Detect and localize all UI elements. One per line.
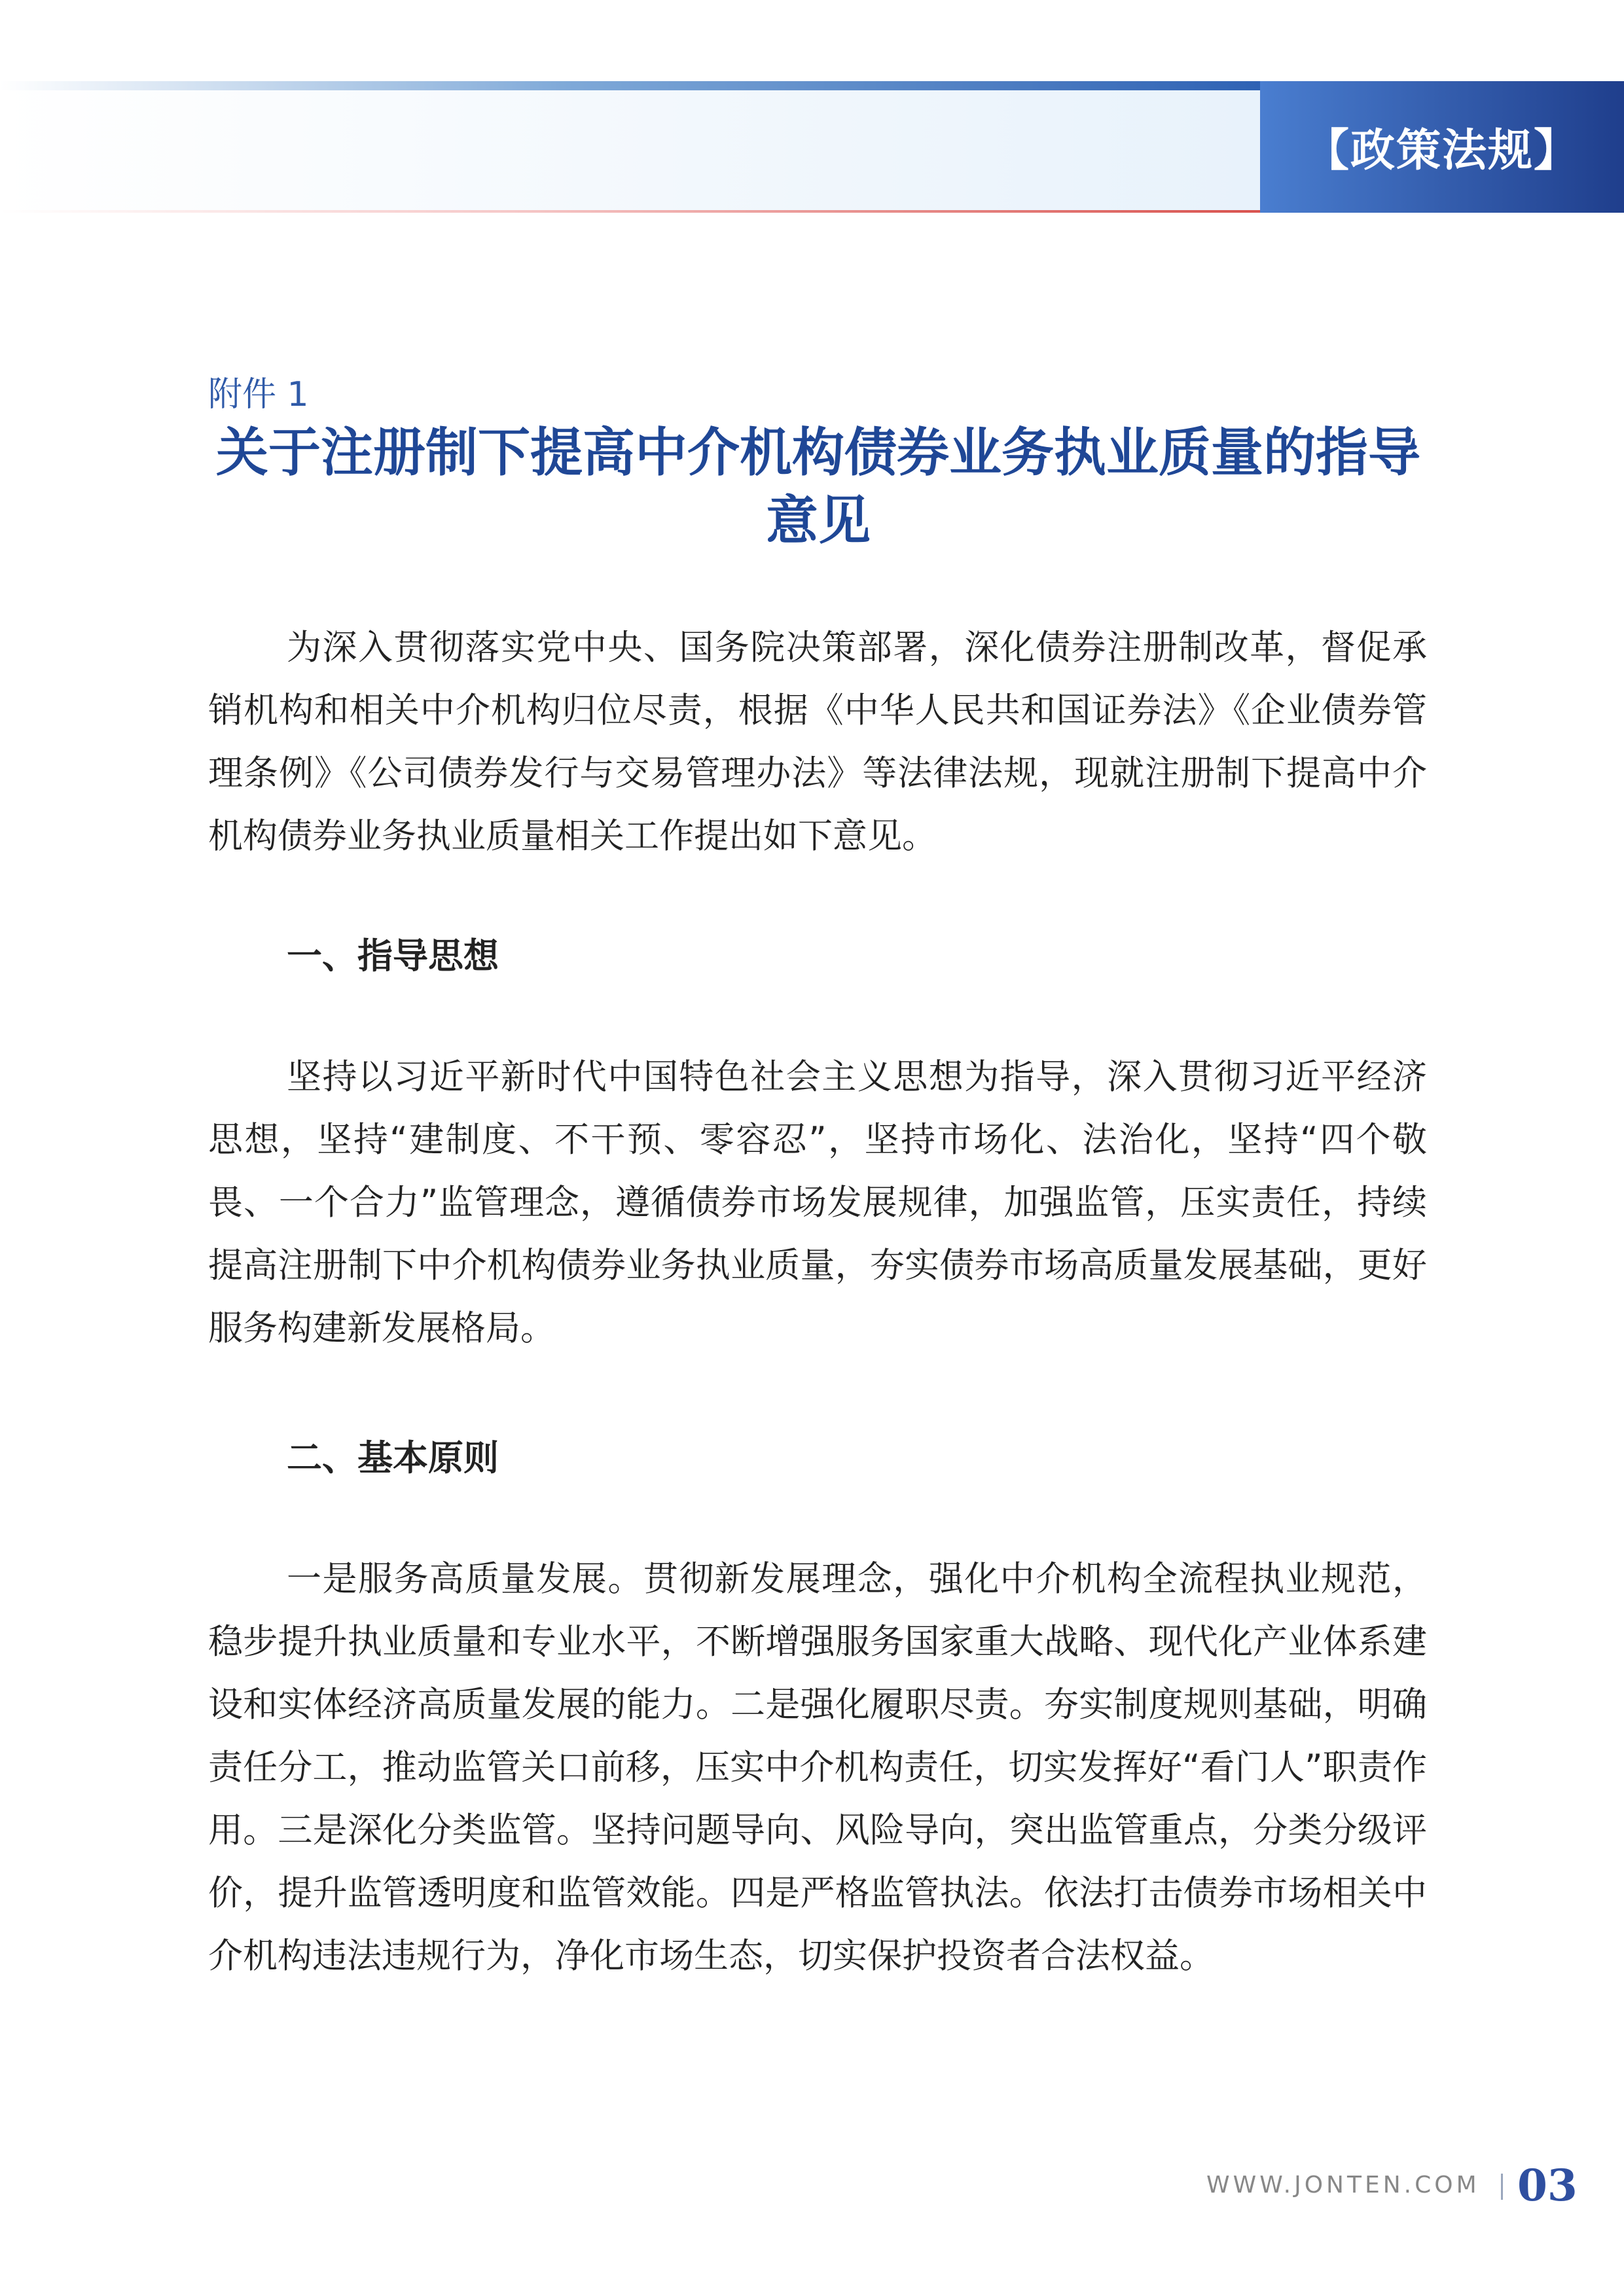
header-band <box>0 85 1260 211</box>
section-label: 【政策法规】 <box>1304 124 1579 177</box>
intro-paragraph: 为深入贯彻落实党中央、国务院决策部署，深化债券注册制改革，督促承销机构和相关中介机构归位尽责，根据《中华人民共和国证券法》《企业债券管理条例》《公司债券发行与交易管理办法》等法律法规，现就注册制下提高中介机构债券业务执业质量相关工作提出如下意见。 <box>208 628 1427 856</box>
footer-website: WWW.JONTEN.COM <box>1206 2172 1480 2198</box>
section-body-guiding-thought: 坚持以习近平新时代中国特色社会主义思想为指导，深入贯彻习近平经济思想，坚持“建制度、不干预、零容忍”，坚持市场化、法治化，坚持“四个敬畏、一个合力”监管理念，遵循债券市场发展规律，加强监管，压实责任，持续提高注册制下中介机构债券业务执业质量，夯实债券市场高质量发展基础，更好服务构建新发展格局。 <box>208 1057 1427 1348</box>
header-red-line <box>0 210 1260 213</box>
document-title: 关于注册制下提高中介机构债券业务执业质量的指导意见 <box>216 422 1420 551</box>
page-number: 03 <box>1517 2160 1578 2211</box>
section-heading-guiding-thought: 一、指导思想 <box>287 935 499 977</box>
header-blue-line <box>0 81 1260 90</box>
section-tab <box>1260 81 1624 213</box>
section-heading-basic-principles: 二、基本原则 <box>287 1437 499 1479</box>
footer-divider <box>1501 2174 1503 2200</box>
attachment-label: 附件 1 <box>208 375 309 414</box>
section-body-basic-principles: 一是服务高质量发展。贯彻新发展理念，强化中介机构全流程执业规范，稳步提升执业质量和专业水平，不断增强服务国家重大战略、现代化产业体系建设和实体经济高质量发展的能力。二是强化履职尽责。夯实制度规则基础，明确责任分工，推动监管关口前移，压实中介机构责任，切实发挥好“看门人”职责作用。三是深化分类监管。坚持问题导向、风险导向，突出监管重点，分类分级评价，提升监管透明度和监管效能。四是严格监管执法。依法打击债券市场相关中介机构违法违规行为，净化市场生态，切实保护投资者合法权益。 <box>208 1559 1427 1976</box>
